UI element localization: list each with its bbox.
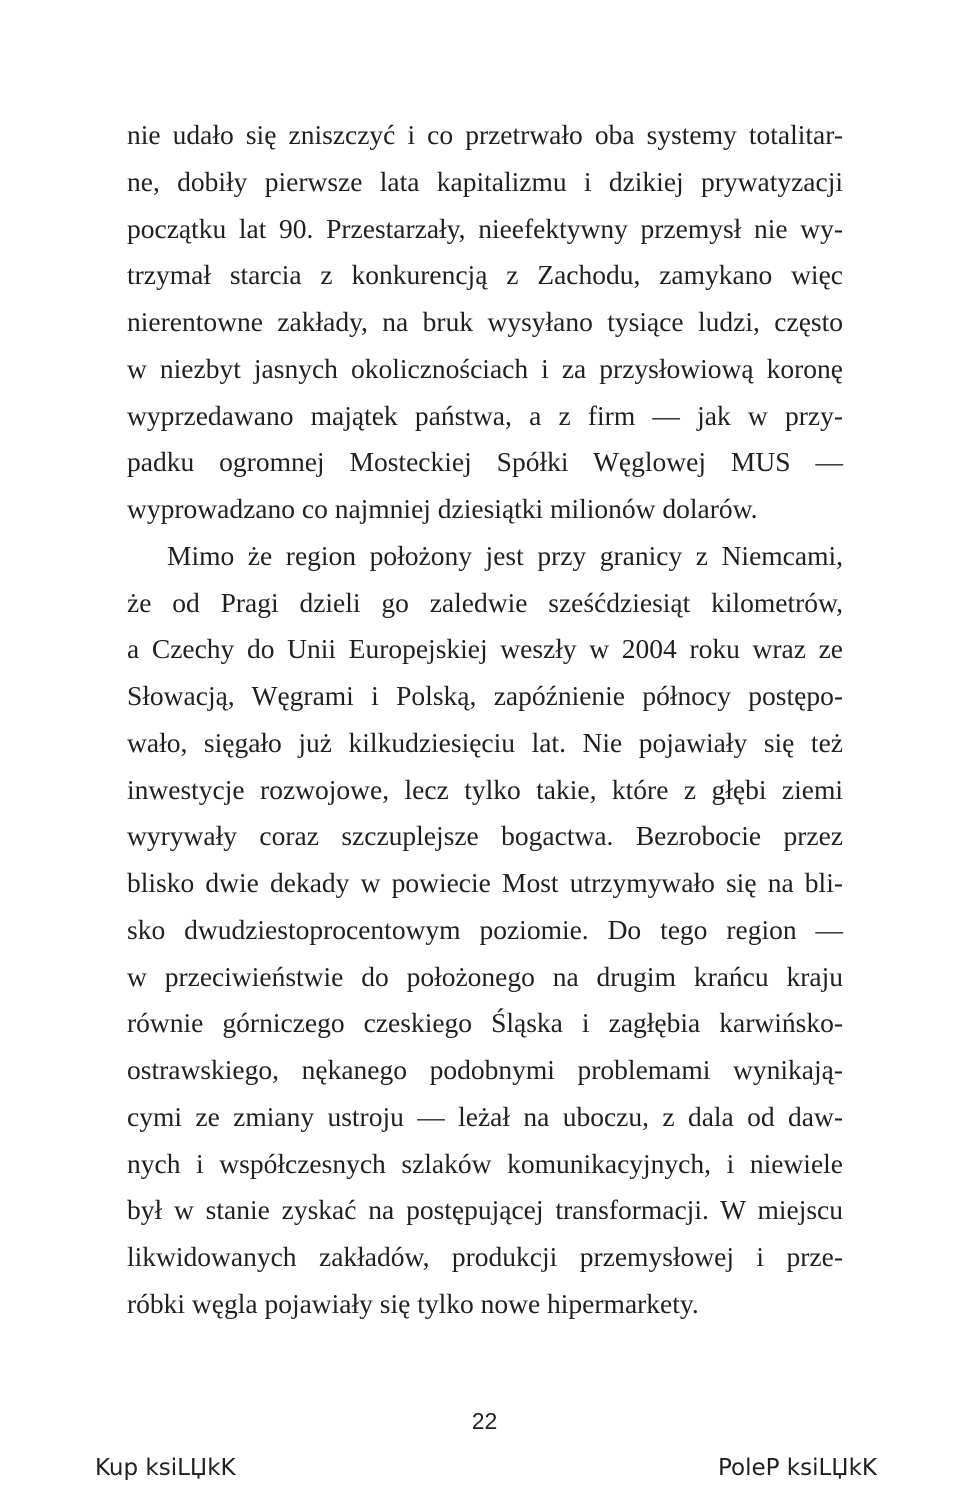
text-line: Słowacją, Węgrami i Polską, zapóźnienie północy postępo- bbox=[127, 680, 843, 711]
text-line: wało, sięgało już kilkudziesięciu lat. Nie pojawiały się też bbox=[127, 726, 843, 758]
text-line: wyrywały coraz szczuplejsze bogactwa. Bezrobocie przez bbox=[127, 820, 843, 852]
text-line: padku ogromnej Mosteckiej Spółki Węglowej MUS — bbox=[127, 446, 843, 478]
buy-book-link[interactable]: Kup ksiLЏkK bbox=[95, 1455, 236, 1481]
text-line: nych i współczesnych szlaków komunikacyjnych, i niewiele bbox=[127, 1147, 843, 1179]
text-line: nie udało się zniszczyć i co przetrwało oba systemy totalitar- bbox=[127, 119, 843, 150]
text-line: trzymał starcia z konkurencją z Zachodu, zamykano więc bbox=[127, 259, 843, 291]
recommend-book-link[interactable]: PoleP ksiLЏkK bbox=[717, 1455, 877, 1481]
text-line: cymi ze zmiany ustroju — leżał na uboczu, z dala od daw- bbox=[127, 1100, 843, 1132]
text-line: róbki węgla pojawiały się tylko nowe hipermarkety. bbox=[127, 1287, 699, 1319]
text-line: równie górniczego czeskiego Śląska i zagłębia karwińsko- bbox=[127, 1007, 843, 1039]
text-line: wyprowadzano co najmniej dziesiątki milionów dolarów. bbox=[127, 493, 758, 524]
text-line: ne, dobiły pierwsze lata kapitalizmu i dzikiej prywatyzacji bbox=[127, 165, 843, 197]
text-line: inwestycje rozwojowe, lecz tylko takie, które z głębi ziemi bbox=[127, 773, 843, 805]
text-line: początku lat 90. Przestarzały, nieefektywny przemysł nie wy- bbox=[127, 212, 843, 244]
text-line: sko dwudziestoprocentowym poziomie. Do tego region — bbox=[127, 913, 843, 945]
text-line: w przeciwieństwie do położonego na drugim krańcu kraju bbox=[127, 960, 843, 992]
text-line: a Czechy do Unii Europejskiej weszły w 2004 roku wraz ze bbox=[127, 633, 843, 665]
page-number: 22 bbox=[471, 1408, 498, 1434]
text-line: Mimo że region położony jest przy granicy z Niemcami, bbox=[167, 539, 843, 571]
text-line: nierentowne zakłady, na bruk wysyłano tysiące ludzi, często bbox=[127, 306, 843, 337]
text-line: blisko dwie dekady w powiecie Most utrzymywało się na bli- bbox=[127, 867, 843, 898]
text-line: likwidowanych zakładów, produkcji przemysłowej i prze- bbox=[127, 1241, 843, 1272]
text-line: w niezbyt jasnych okolicznościach i za przysłowiową koronę bbox=[127, 352, 843, 384]
body-text bbox=[127, 112, 843, 1328]
text-line: był w stanie zyskać na postępującej transformacji. W miejscu bbox=[127, 1194, 843, 1226]
text-line: wyprzedawano majątek państwa, a z firm — jak w przy- bbox=[127, 399, 843, 431]
text-line: ostrawskiego, nękanego podobnymi problemami wynikają- bbox=[127, 1054, 843, 1085]
text-line: że od Pragi dzieli go zaledwie sześćdziesiąt kilometrów, bbox=[127, 586, 843, 618]
